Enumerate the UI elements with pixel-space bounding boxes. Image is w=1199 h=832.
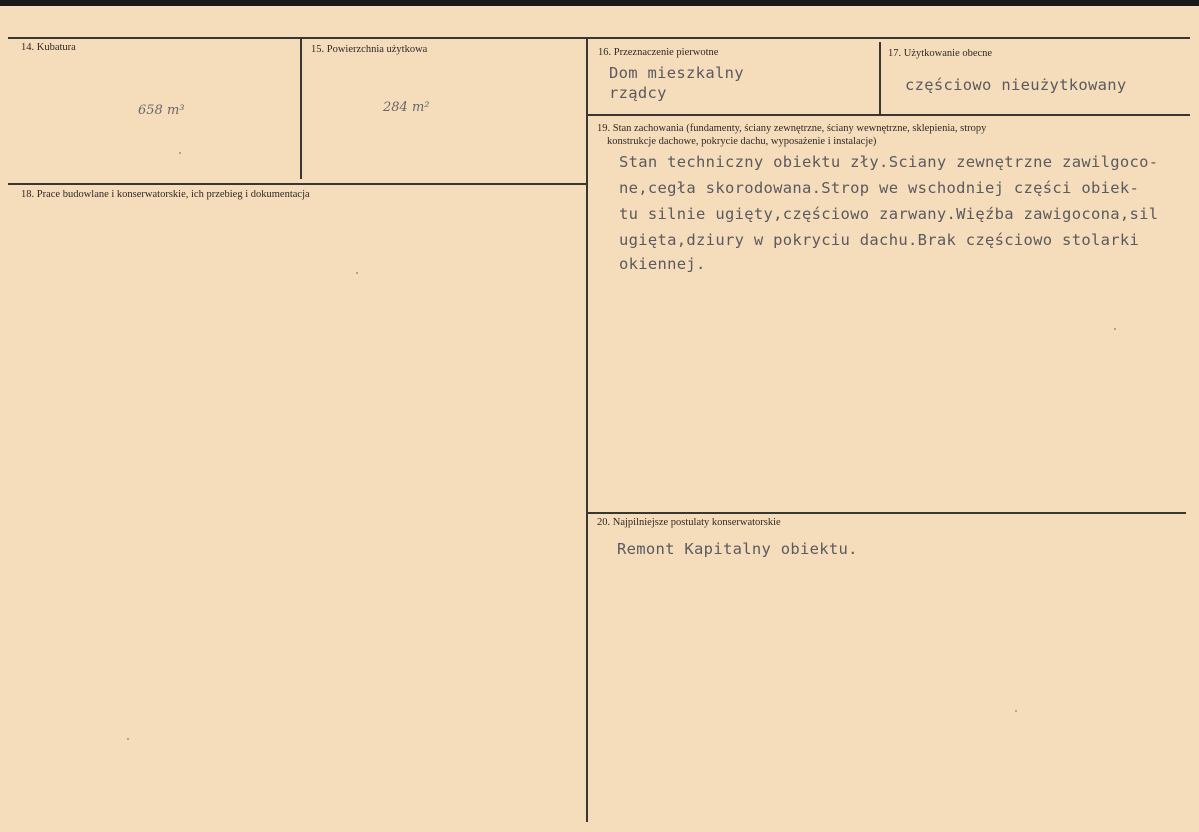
paper-speck: [179, 152, 181, 154]
field-19-value-line-4: ugięta,dziury w pokryciu dachu.Brak częściowo stolarki: [619, 231, 1140, 249]
field-19-value-line-1: Stan techniczny obiektu zły.Sciany zewnętrzne zawilgoco-: [619, 153, 1159, 171]
paper-speck: [1015, 710, 1017, 712]
divider-14-15: [300, 37, 302, 179]
divider-left-right: [586, 37, 588, 822]
field-19-value-line-3: tu silnie ugięty,częściowo zarwany.Więźba zawigocona,sil: [619, 205, 1159, 223]
field-19-value-line-5: okiennej.: [619, 255, 706, 273]
field-17-value: częściowo nieużytkowany: [905, 76, 1127, 94]
top-edge: [0, 0, 1199, 6]
field-16-label: 16. Przeznaczenie pierwotne: [598, 47, 719, 58]
field-19-label-line-1: 19. Stan zachowania (fundamenty, ściany zewnętrzne, ściany wewnętrzne, sklepienia, stropy: [597, 123, 987, 134]
field-15-label: 15. Powierzchnia użytkowa: [311, 44, 428, 55]
line-above-18: [8, 183, 587, 185]
line-above-20: [587, 512, 1186, 514]
paper-speck: [356, 272, 358, 274]
form-top-line: [8, 37, 1190, 39]
field-15-value: 284 m²: [383, 100, 430, 115]
line-above-19: [587, 114, 1190, 116]
field-19-label-line-2: konstrukcje dachowe, pokrycie dachu, wyposażenie i instalacje): [607, 136, 877, 147]
field-20-value: Remont Kapitalny obiektu.: [617, 540, 858, 558]
field-17-label: 17. Użytkowanie obecne: [888, 48, 993, 59]
field-14-value: 658 m³: [138, 103, 185, 118]
field-18-label: 18. Prace budowlane i konserwatorskie, ich przebieg i dokumentacja: [21, 189, 310, 200]
paper-speck: [127, 738, 129, 740]
divider-16-17: [879, 42, 881, 114]
field-19-value-line-2: ne,cegła skorodowana.Strop we wschodniej części obiek-: [619, 179, 1140, 197]
field-16-value-line-1: Dom mieszkalny: [609, 64, 744, 82]
field-16-value-line-2: rządcy: [609, 84, 667, 102]
field-14-label: 14. Kubatura: [21, 42, 76, 53]
paper-speck: [1114, 328, 1116, 330]
field-20-label: 20. Najpilniejsze postulaty konserwatorskie: [597, 517, 781, 528]
